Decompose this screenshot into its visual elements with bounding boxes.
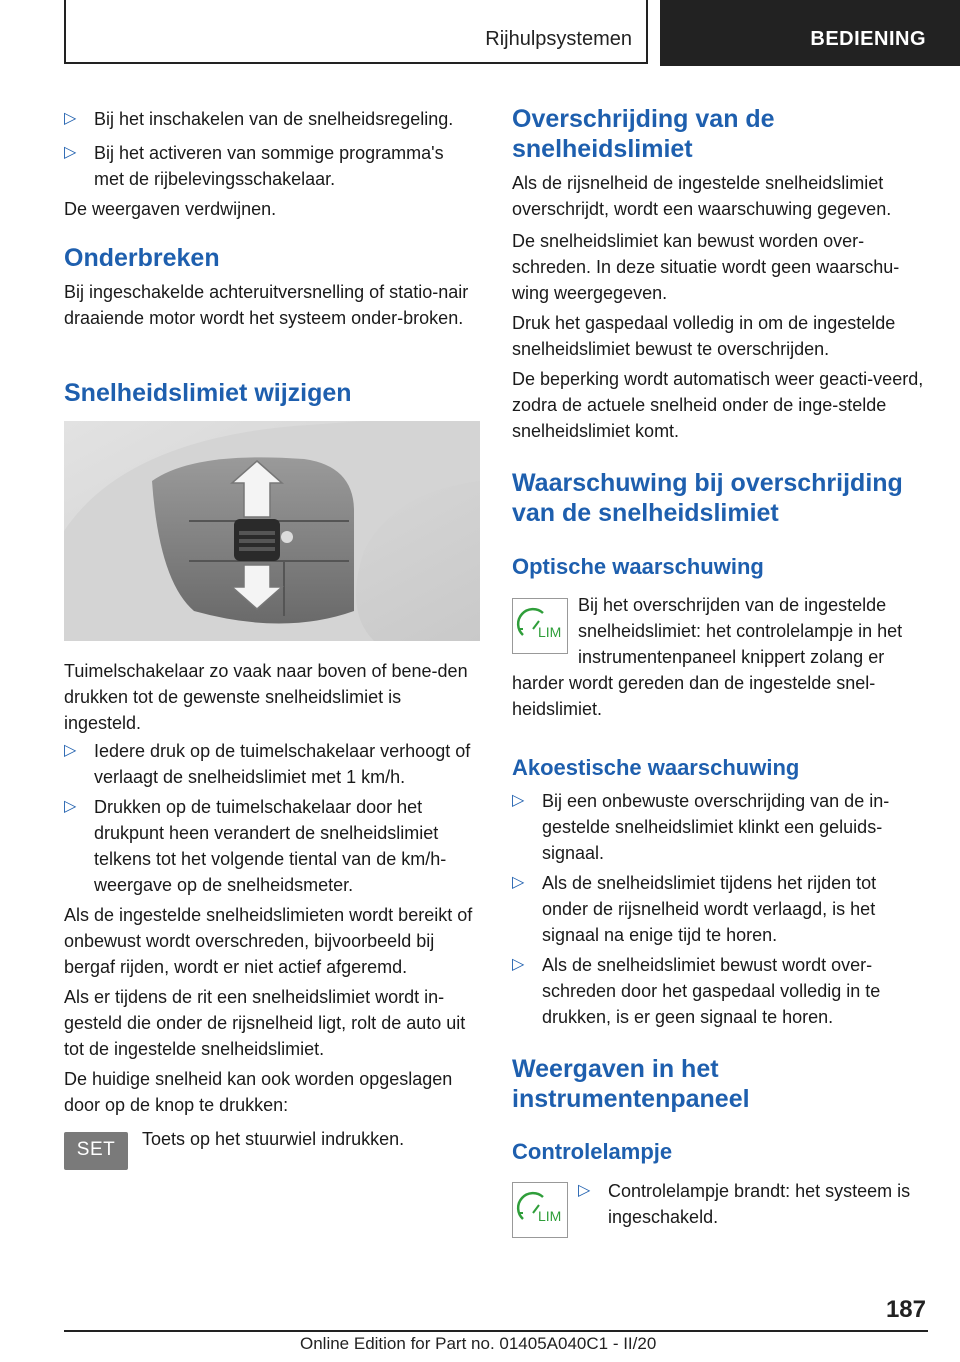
icon-spacer [512, 592, 578, 670]
set-button-icon [64, 1132, 128, 1170]
bullet-triangle-icon: ▷ [578, 1182, 591, 1199]
bullet-triangle-icon: ▷ [512, 956, 525, 973]
svg-text:LIM: LIM [538, 1208, 562, 1224]
chapter-tab [660, 0, 960, 66]
paragraph: Als er tijdens de rit een snelheidslimiet wordt in-gesteld die onder de rijsnelheid ligt, rolt de auto uit tot de ingestelde snelheidslimiet. [64, 987, 466, 1059]
paragraph-optische-waarschuwing: Bij het overschrijden van de ingestelde snelheidslimiet: het controlelampje in het instrumentenpaneel knippert zolang er harder wordt gereden dan de ingestelde snel-heidslimiet. [512, 592, 928, 722]
heading-akoestische-waarschuwing: Akoestische waarschuwing [512, 755, 800, 780]
footer-edition: Online Edition for Part no. 01405A040C1 - II/20 [300, 1334, 657, 1353]
list-item: ▷ Bij het activeren van sommige programma's met de rijbelevingsschakelaar. [64, 140, 480, 192]
chapter-title: BEDIENING [810, 28, 926, 50]
set-label: SET [76, 1139, 116, 1160]
paragraph: Toets op het stuurwiel indrukken. [142, 1129, 405, 1149]
bullet-triangle-icon: ▷ [512, 874, 525, 891]
lim-indicator-icon [512, 1182, 568, 1238]
list-item: ▷ Als de snelheidslimiet bewust wordt over-schreden door het gaspedaal volledig in te drukken, is er geen signaal te horen. [512, 952, 928, 1030]
list-item: ▷ Iedere druk op de tuimelschakelaar verhoogt of verlaagt de snelheidslimiet met 1 km/h. [64, 738, 480, 790]
bullet-triangle-icon: ▷ [64, 742, 77, 759]
bullet-triangle-icon: ▷ [64, 144, 77, 161]
heading-onderbreken: Onderbreken [64, 244, 220, 272]
bullet-triangle-icon: ▷ [64, 798, 77, 815]
list-item: ▷ Bij het inschakelen van de snelheidsregeling. [64, 106, 480, 132]
bullet-triangle-icon: ▷ [512, 792, 525, 809]
heading-weergaven: Weergaven in het instrumentenpaneel [512, 1055, 750, 1113]
header-section-box [64, 0, 648, 64]
paragraph: De huidige snelheid kan ook worden opgeslagen door op de knop te drukken: [64, 1069, 453, 1115]
list-item: ▷ Als de snelheidslimiet tijdens het rijden tot onder de rijsnelheid wordt verlaagd, is het signaal na enige tijd te horen. [512, 870, 928, 948]
heading-optische-waarschuwing: Optische waarschuwing [512, 554, 764, 579]
list-item: ▷ Controlelampje brandt: het systeem is ingeschakeld. [578, 1178, 928, 1230]
section-title: Rijhulpsystemen [485, 28, 632, 50]
paragraph: Als de rijsnelheid de ingestelde snelheidslimiet overschrijdt, wordt een waarschuwing gegeven. [512, 173, 892, 219]
bullet-triangle-icon: ▷ [64, 110, 77, 127]
paragraph: De snelheidslimiet kan bewust worden over-schreden. In deze situatie wordt geen waarschu-wing weergegeven. [512, 231, 900, 303]
list-item: ▷ Drukken op de tuimelschakelaar door het drukpunt heen verandert de snelheidslimiet telkens tot het volgende tiental van de km/h-weergave op de snelheidsmeter. [64, 794, 480, 898]
paragraph: Druk het gaspedaal volledig in om de ingestelde snelheidslimiet bewust te overschrijden. [512, 313, 896, 359]
paragraph: De beperking wordt automatisch weer geacti-veerd, zodra de actuele snelheid onder de inge-stelde snelheidslimiet komt. [512, 369, 924, 441]
paragraph: Tuimelschakelaar zo vaak naar boven of bene-den drukken tot de gewenste snelheidslimiet is ingesteld. [64, 661, 468, 733]
paragraph: Bij ingeschakelde achteruitversnelling of statio-nair draaiende motor wordt het systeem onder-broken. [64, 282, 469, 328]
heading-snelheidslimiet-wijzigen: Snelheidslimiet wijzigen [64, 379, 352, 407]
svg-text:LIM: LIM [538, 624, 562, 640]
steering-wheel-rocker-switch-image [64, 421, 480, 641]
heading-overschrijding: Overschrijding van de snelheidslimiet [512, 105, 775, 163]
paragraph: Als de ingestelde snelheidslimieten wordt bereikt of onbewust wordt overschreden, bijvoorbeeld bij bergaf rijden, wordt er niet actief afgeremd. [64, 905, 473, 977]
page-number: 187 [885, 1296, 926, 1323]
heading-waarschuwing: Waarschuwing bij overschrijding van de snelheidslimiet [512, 469, 903, 527]
list-item: ▷ Bij een onbewuste overschrijding van de in-gestelde snelheidslimiet klinkt een geluids-signaal. [512, 788, 928, 866]
footer-divider [64, 1330, 928, 1332]
heading-controlelampje: Controlelampje [512, 1139, 673, 1164]
paragraph: De weergaven verdwijnen. [64, 199, 277, 219]
